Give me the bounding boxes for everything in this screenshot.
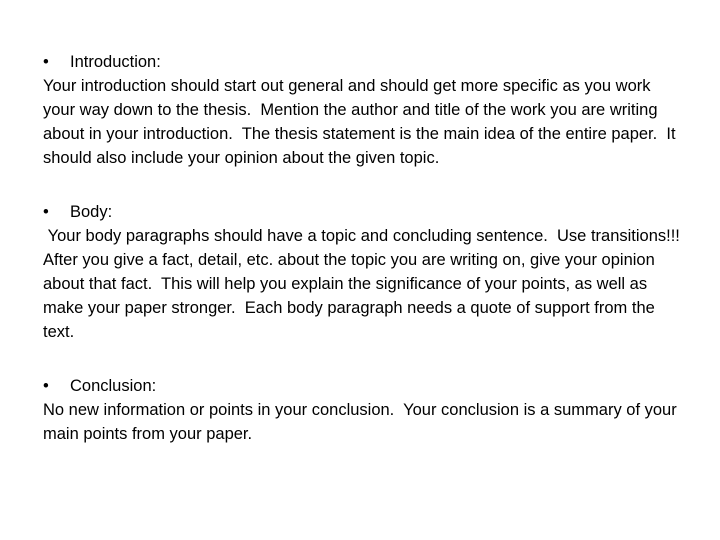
slide-content [43, 50, 689, 446]
bullet-icon: • [43, 53, 49, 71]
bullet-icon: • [43, 203, 49, 221]
bullet-icon: • [43, 377, 49, 395]
section-body-text: Your introduction should start out general and should get more specific as you work your way down to the thesis. Mention the author and title of the work you are writing about in your introduction. The thesis statement is the main idea of the entire paper. It should also include your opinion about the given topic. [43, 77, 681, 167]
section-body [43, 200, 689, 344]
heading-label: Body: [70, 203, 113, 221]
heading-label: Conclusion: [70, 377, 157, 395]
section-introduction [43, 50, 683, 170]
section-conclusion [43, 374, 683, 446]
section-body-text: No new information or points in your conclusion. Your conclusion is a summary of your main points from your paper. [43, 401, 682, 443]
section-body-text: Your body paragraphs should have a topic and concluding sentence. Use transitions!!! After you give a fact, detail, etc. about the topic you are writing on, give your opinion about that fact. This will help you explain the significance of your points, as well as make your paper stronger. Each body paragraph needs a quote of support from the text. [43, 227, 689, 341]
section-heading [43, 374, 683, 398]
section-heading [43, 200, 683, 224]
section-heading [43, 50, 683, 74]
heading-label: Introduction: [70, 53, 161, 71]
